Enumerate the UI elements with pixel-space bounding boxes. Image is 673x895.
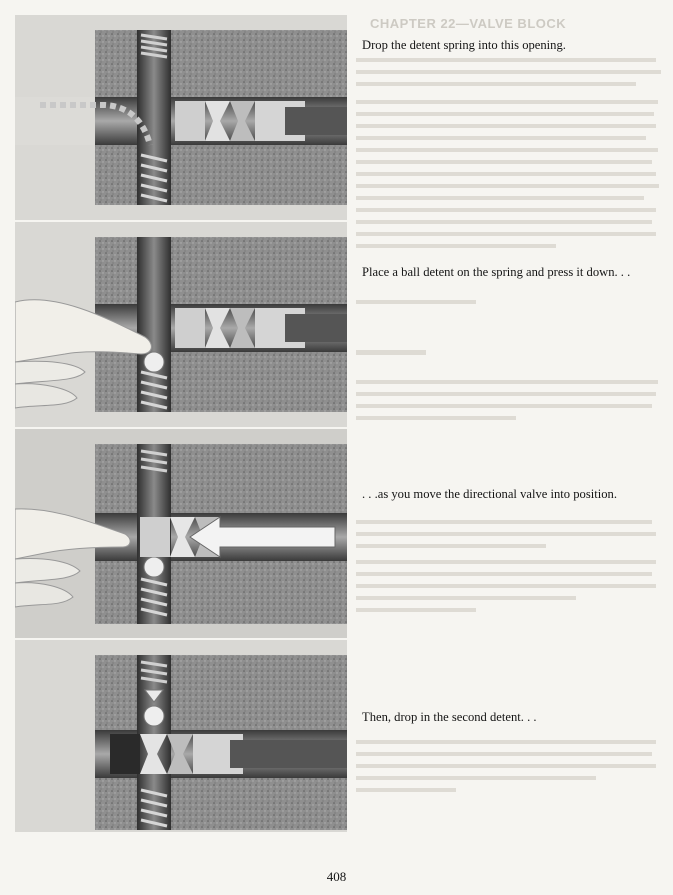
illustration-step1 <box>15 15 347 220</box>
page-number: 408 <box>326 869 347 884</box>
illustration-step3 <box>15 429 347 638</box>
caption-step1: Drop the detent spring into this opening. <box>362 38 566 52</box>
illustration-step2 <box>15 222 347 427</box>
bleed-through-title: CHAPTER 22—VALVE BLOCK <box>370 16 567 31</box>
caption-step4: Then, drop in the second detent. . . <box>362 710 537 724</box>
caption-step3: . . .as you move the directional valve into position. <box>362 487 617 501</box>
caption-step2: Place a ball detent on the spring and press it down. . . <box>362 265 631 279</box>
illustration-step4 <box>15 640 347 832</box>
